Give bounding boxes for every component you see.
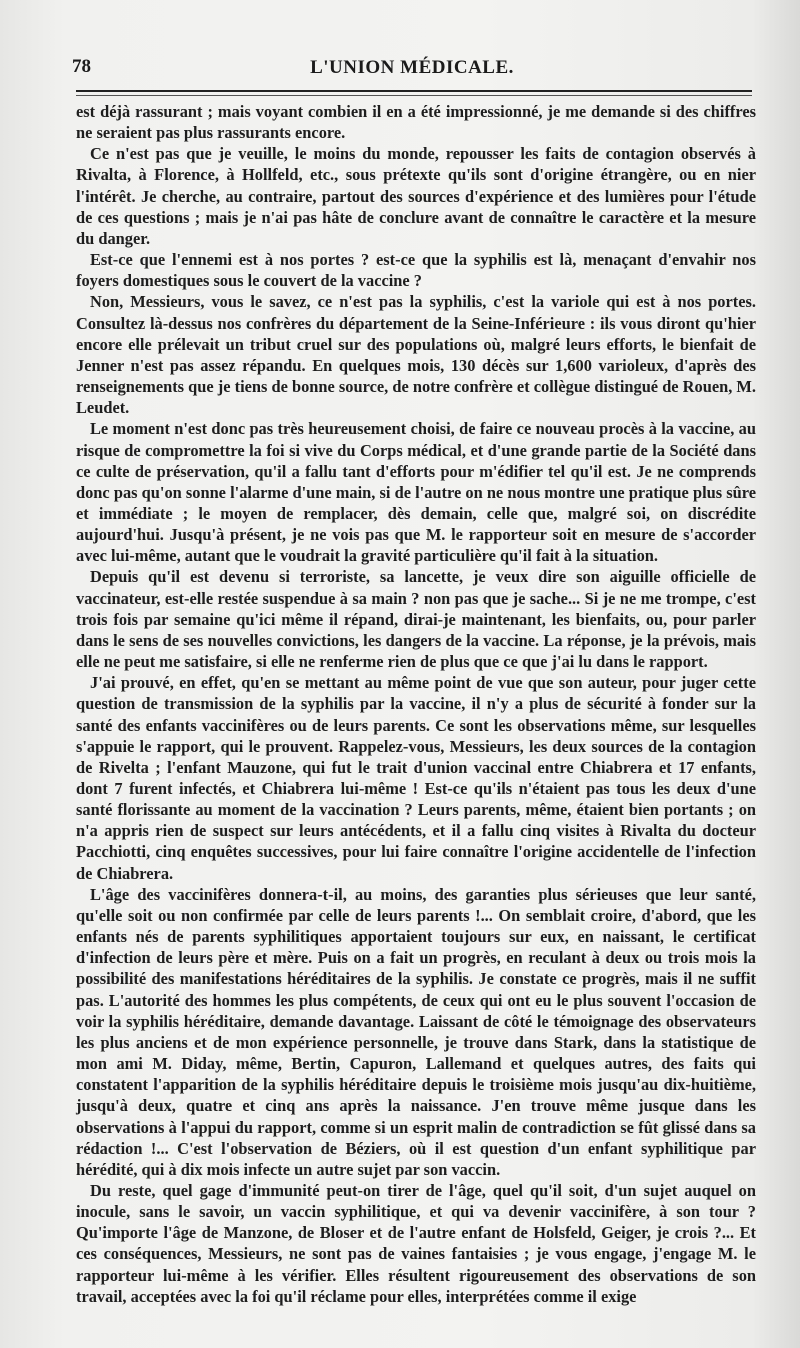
paragraph-8: L'âge des vaccinifères donnera-t-il, au moins, des garanties plus sérieuses que leur santé, qu'elle soit ou non confirmée par celle de leurs parents !... On semblait croire, d'abord, que les enfants nés de parents syphilitiques apportaient toujours sur eux, en naissant, le certificat d'infection de leurs père et mère. Puis on a fait un progrès, en reculant à deux ou trois mois la possibilité des manifestations héréditaires de la syphilis. Je constate ce progrès, mais il ne suffit pas. L'autorité des hommes les plus compétents, de ceux qui ont eu le plus souvent l'occasion de voir la syphilis héréditaire, demande davantage. Laissant de côté le témoignage des observateurs les plus anciens et de mon expérience personnelle, je trouve dans Stark, dans la statistique de mon ami M. Diday, même, Bertin, Capuron, Lallemand et quelques autres, des faits qui constatent l'apparition de la syphilis héréditaire depuis le troisième mois jusqu'au dix-huitième, jusqu'à deux, quatre et cinq ans après la naissance. J'en trouve même jusque dans les observations à l'appui du rapport, comme si un esprit malin de contradiction se fût glissé dans sa rédaction !... C'est l'observation de Béziers, où il est question d'un enfant syphilitique par hérédité, qui à dix mois infecte un autre sujet par son vaccin. [76,884,756,1179]
page-header [72,56,752,86]
body-text [76,101,756,1307]
paragraph-4: Non, Messieurs, vous le savez, ce n'est pas la syphilis, c'est la variole qui est à nos portes. Consultez là-dessus nos confrères du département de la Seine-Inférieure : ils vous diront qu'hier encore elle prélevait un tribut cruel sur des populations où, malgré leurs efforts, le bienfait de Jenner n'est pas assez répandu. En quelques mois, 130 décès sur 1,600 varioleux, d'après des renseignements que je tiens de bonne source, de notre confrère et collègue distingué de Rouen, M. Leudet. [76,292,756,418]
page-number: 78 [72,56,91,77]
header-rule-thick [76,90,752,92]
paragraph-3: Est-ce que l'ennemi est à nos portes ? est-ce que la syphilis est là, menaçant d'envahir nos foyers domestiques sous le couvert de la vaccine ? [76,250,756,291]
paragraph-1: est déjà rassurant ; mais voyant combien il en a été impressionné, je me demande si des chiffres ne seraient pas plus rassurants encore. [76,102,756,143]
paragraph-2: Ce n'est pas que je veuille, le moins du monde, repousser les faits de contagion observés à Rivalta, à Florence, à Hollfeld, etc., sous prétexte qu'ils sont d'origine étrangère, ou en nier l'intérêt. Je cherche, au contraire, partout des sources d'expérience et des lumières pour l'étude de ces questions ; mais je n'ai pas hâte de conclure avant de connaître le caractère et la mesure du danger. [76,144,756,248]
running-title: L'UNION MÉDICALE. [310,57,514,78]
paragraph-5: Le moment n'est donc pas très heureusement choisi, de faire ce nouveau procès à la vaccine, au risque de compromettre la foi si vive du Corps médical, et d'une grande partie de la Société dans ce culte de préservation, qu'il a fallu tant d'efforts pour m'édifier tel qu'il est. Je ne comprends donc pas qu'on sonne l'alarme d'une main, si de l'autre on ne nous montre une pratique plus sûre et immédiate ; le moyen de remplacer, dès demain, celle que, malgré soi, on discrédite aujourd'hui. Jusqu'à présent, je ne vois pas que M. le rapporteur soit en mesure de s'accorder avec lui-même, autant que le voudrait la gravité particulière qu'il fait à la situation. [76,419,756,566]
paragraph-6: Depuis qu'il est devenu si terroriste, sa lancette, je veux dire son aiguille officielle de vaccinateur, est-elle restée suspendue à sa main ? non pas que je sache... Si je ne me trompe, c'est trois fois par semaine qu'ici même il répand, dirai-je maintenant, les bienfaits, ou, pour parler dans le sens de ses nouvelles convictions, les dangers de la vaccine. La réponse, je la prévois, mais elle ne peut me satisfaire, si elle ne renferme rien de plus que ce que j'ai lu dans le rapport. [76,567,756,672]
header-rule-thin [76,95,752,96]
paragraph-9: Du reste, quel gage d'immunité peut-on tirer de l'âge, quel qu'il soit, d'un sujet auquel on inocule, sans le savoir, un vaccin syphilitique, et qui va devenir vaccinifère, à son tour ? Qu'importe l'âge de Manzone, de Bloser et de l'autre enfant de Holsfeld, Geiger, je crois ?... Et ces conséquences, Messieurs, ne sont pas de vaines fantaisies ; je vous engage, j'engage M. le rapporteur lui-même à les vérifier. Elles résultent rigoureusement des observations de son travail, acceptées avec la foi qu'il réclame pour elles, interprétées comme il exige [76,1180,756,1306]
paragraph-7: J'ai prouvé, en effet, qu'en se mettant au même point de vue que son auteur, pour juger cette question de transmission de la syphilis par la vaccine, il n'y a plus de sécurité à fonder sur la santé des enfants vaccinifères ou de leurs parents. Ce sont les observations même, sur lesquelles s'appuie le rapport, qui le prouvent. Rappelez-vous, Messieurs, les deux sources de la contagion de Rivelta ; l'enfant Mauzone, qui fut le trait d'union vaccinal entre Chiabrera et 17 enfants, dont 7 furent infectés, et Chiabrera lui-même ! Est-ce qu'ils n'étaient pas tous les deux d'une santé florissante au moment de la vaccination ? Leurs parents, même, étaient bien portants ; on n'a appris rien de suspect sur leurs antécédents, et il a fallu cinq visites à Rivalta du docteur Pacchiotti, cinq enquêtes successives, pour lui faire connaître l'origine accidentelle de l'infection de Chiabrera. [76,673,756,883]
